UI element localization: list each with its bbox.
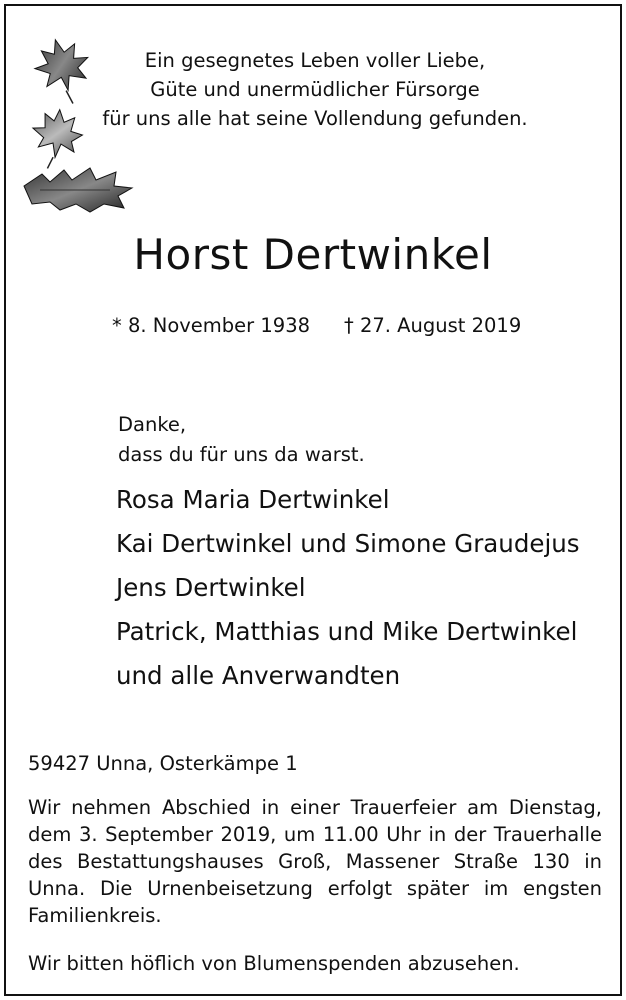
motto-line: Ein gesegnetes Leben voller Liebe, xyxy=(144,49,486,72)
funeral-notice: Wir nehmen Abschied in einer Trauerfeier am Dienstag, dem 3. September 2019, um 11.00 Uhr in der Trauerhalle des Bestattungshauses Groß, Massener Straße 130 in Unna. Die Urnenbeisetzung erfolgt später im engsten Familienkreis. xyxy=(28,796,602,927)
mourner-name: und alle Anverwandten xyxy=(116,661,401,690)
motto-line: für uns alle hat seine Vollendung gefunden. xyxy=(102,107,528,130)
death-date: † 27. August 2019 xyxy=(344,314,522,337)
motto-verse xyxy=(90,46,540,133)
birth-date: * 8. November 1938 xyxy=(112,314,311,337)
maple-leaf-icon xyxy=(30,38,97,110)
mourners-list xyxy=(116,478,580,698)
mourner-name: Jens Dertwinkel xyxy=(116,573,306,602)
mourner-name: Rosa Maria Dertwinkel xyxy=(116,485,390,514)
thanks-text xyxy=(118,410,365,470)
maple-leaf-icon xyxy=(24,168,132,212)
life-dates xyxy=(112,314,532,337)
flowers-request: Wir bitten höflich von Blumenspenden abzusehen. xyxy=(28,952,520,975)
family-address: 59427 Unna, Osterkämpe 1 xyxy=(28,752,298,775)
motto-line: Güte und unermüdlicher Fürsorge xyxy=(150,78,480,101)
maple-leaf-icon xyxy=(28,106,86,172)
thanks-line: dass du für uns da warst. xyxy=(118,443,365,466)
mourner-name: Patrick, Matthias und Mike Dertwinkel xyxy=(116,617,578,646)
thanks-line: Danke, xyxy=(118,413,187,436)
mourner-name: Kai Dertwinkel und Simone Graudejus xyxy=(116,529,580,558)
deceased-name: Horst Dertwinkel xyxy=(133,230,493,279)
